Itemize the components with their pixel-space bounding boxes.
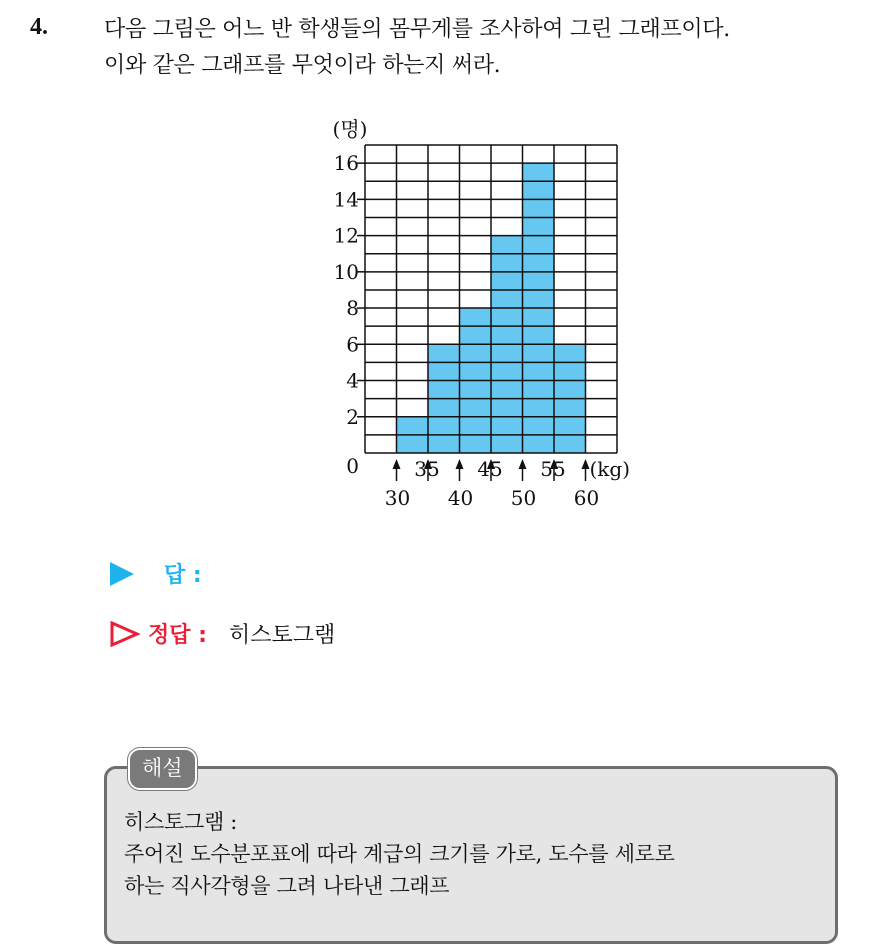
question-line-2: 이와 같은 그래프를 무엇이라 하는지 써라. — [104, 53, 501, 78]
x-edge-arrowhead — [456, 459, 464, 469]
x-edge-arrowhead — [582, 459, 590, 469]
x-tick-label-upper: 35 — [414, 457, 440, 481]
y-tick-label: 8 — [346, 296, 359, 321]
correct-answer-row — [110, 618, 335, 649]
y-tick-label: 6 — [346, 332, 359, 357]
x-axis-unit-label: (kg) — [589, 457, 631, 481]
y-tick-label: 2 — [346, 404, 359, 429]
x-edge-arrowhead — [393, 459, 401, 469]
y-tick-label: 4 — [346, 368, 359, 393]
x-tick-label-lower: 60 — [573, 486, 600, 510]
answer-label: 답 : — [164, 563, 202, 588]
play-triangle-icon — [110, 562, 134, 586]
question-number: 4. — [30, 14, 48, 40]
explanation-text — [124, 806, 834, 902]
x-tick-label-lower: 40 — [447, 486, 474, 510]
x-tick-label-upper: 45 — [477, 457, 503, 481]
explanation-line-1: 히스토그램 : — [124, 810, 238, 834]
y-axis-unit-label: (명) — [332, 117, 368, 141]
outline-triangle-icon — [110, 621, 140, 647]
y-tick-label: 0 — [346, 454, 359, 478]
explanation-line-2: 주어진 도수분포표에 따라 계급의 크기를 가로, 도수를 세로로 — [124, 842, 675, 866]
y-tick-label: 12 — [333, 223, 359, 248]
x-edge-arrowhead — [519, 459, 527, 469]
x-tick-label-upper: 55 — [540, 457, 566, 481]
y-tick-label: 10 — [333, 259, 359, 284]
x-tick-label-lower: 30 — [384, 486, 411, 510]
correct-answer-value: 히스토그램 — [228, 623, 336, 648]
answer-row — [110, 558, 202, 589]
explanation-tab: 해설 — [128, 748, 197, 790]
y-tick-label: 16 — [333, 151, 359, 176]
y-tick-label: 14 — [333, 187, 359, 212]
question-line-1: 다음 그림은 어느 반 학생들의 몸무게를 조사하여 그린 그래프이다. — [104, 17, 730, 42]
explanation-line-3: 하는 직사각형을 그려 나타낸 그래프 — [124, 874, 450, 898]
correct-answer-label: 정답 : — [148, 623, 207, 648]
x-tick-label-lower: 50 — [510, 486, 537, 510]
